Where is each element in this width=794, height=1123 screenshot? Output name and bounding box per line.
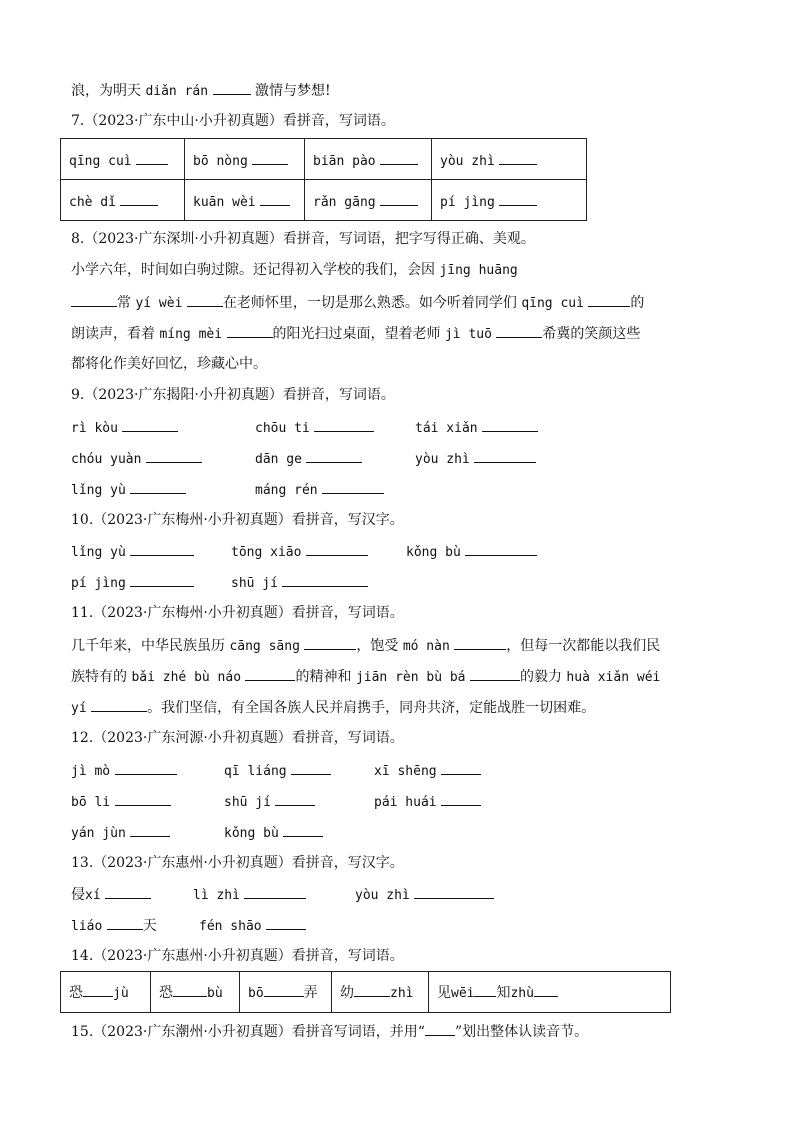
pinyin: bō li — [71, 795, 111, 810]
text: 在老师怀里，一切是那么熟悉。如今听着同学们 — [222, 295, 517, 311]
pinyin: yí wèi — [135, 296, 183, 311]
question-14-title: 14.（2023·广东惠州·小升初真题）看拼音，写词语。 — [71, 948, 404, 964]
table-cell — [305, 139, 432, 180]
pinyin: chè dǐ — [69, 194, 116, 210]
table-row — [61, 972, 671, 1013]
text: ，饱受 — [356, 638, 399, 654]
answer-blank[interactable] — [227, 323, 273, 338]
pinyin: wēi — [451, 986, 475, 1001]
answer-blank[interactable] — [91, 697, 147, 712]
pinyin: yí — [71, 701, 87, 716]
table-row — [61, 139, 587, 180]
answer-blank[interactable] — [83, 982, 113, 997]
q8-line-3 — [71, 323, 640, 345]
pinyin: bō — [248, 986, 264, 1001]
answer-blank[interactable] — [474, 982, 496, 997]
question-11-title: 11.（2023·广东梅州·小升初真题）看拼音，写词语。 — [71, 605, 404, 621]
text: 朗读声，看着 — [71, 326, 155, 342]
answer-blank[interactable] — [380, 150, 418, 165]
q8-line-1 — [71, 260, 518, 281]
pinyin: shū jí — [224, 795, 271, 810]
pinyin: liáo — [71, 919, 103, 934]
text: 的阳光扫过桌面，望着老师 — [272, 326, 441, 342]
text: 见 — [437, 985, 451, 1001]
q9-row-2 — [71, 448, 536, 470]
pinyin: zhì — [390, 986, 414, 1001]
text: 恐 — [69, 985, 83, 1001]
pinyin: rǎn gāng — [313, 194, 376, 210]
answer-blank[interactable] — [130, 822, 170, 837]
q8-line-2 — [71, 292, 644, 314]
question-10-title: 10.（2023·广东梅州·小升初真题）看拼音，写汉字。 — [71, 512, 404, 528]
q12-row-1 — [71, 760, 481, 782]
pinyin: zhù — [510, 986, 534, 1001]
q7-table — [60, 138, 587, 221]
q12-row-2 — [71, 791, 481, 813]
answer-blank[interactable] — [115, 791, 171, 806]
q10-row-1 — [71, 541, 537, 563]
text: 15.（2023·广东潮州·小升初真题）看拼音写词语，并用“ — [71, 1024, 425, 1040]
text: 天 — [142, 918, 157, 934]
answer-blank[interactable] — [306, 448, 362, 463]
q11-line-2 — [71, 666, 660, 688]
answer-blank[interactable] — [499, 150, 537, 165]
text: 激情与梦想! — [254, 83, 331, 99]
pinyin: kuān wèi — [193, 194, 256, 210]
answer-blank[interactable] — [187, 292, 223, 307]
answer-blank[interactable] — [260, 191, 290, 206]
table-cell — [151, 972, 240, 1013]
answer-blank[interactable] — [130, 541, 194, 556]
table-cell — [61, 139, 185, 180]
table-cell — [61, 972, 151, 1013]
table-cell — [429, 972, 671, 1013]
pinyin: xī shēng — [374, 764, 437, 779]
pinyin: chōu ti — [255, 421, 310, 436]
text: 。我们坚信，有全国各族人民并肩携手，同舟共济，定能战胜一切困难。 — [147, 700, 596, 716]
q11-line-3 — [71, 697, 595, 719]
answer-blank[interactable] — [304, 635, 356, 650]
pinyin: xí — [85, 888, 101, 903]
answer-blank[interactable] — [115, 760, 177, 775]
underline-sample — [425, 1021, 455, 1036]
table-cell — [61, 180, 185, 221]
text: 侵 — [71, 887, 85, 903]
q10-row-2 — [71, 572, 368, 594]
answer-blank[interactable] — [465, 541, 537, 556]
answer-blank[interactable] — [245, 666, 295, 681]
text: ，但每一次都能以我们民 — [506, 638, 661, 654]
pinyin: tái xiǎn — [415, 421, 478, 436]
pinyin: yán jùn — [71, 826, 126, 841]
answer-blank[interactable] — [496, 323, 542, 338]
pinyin: chóu yuàn — [71, 452, 142, 467]
answer-blank[interactable] — [354, 982, 390, 997]
table-cell — [432, 180, 587, 221]
pinyin: jì mò — [71, 764, 111, 779]
answer-blank[interactable] — [306, 541, 368, 556]
answer-blank[interactable] — [454, 635, 506, 650]
text: 小学六年，时间如白驹过隙。还记得初入学校的我们，会因 — [71, 262, 435, 278]
pinyin: bù — [207, 986, 223, 1001]
pinyin: pí jìng — [440, 194, 495, 210]
text: 希冀的笑颜这些 — [542, 326, 641, 342]
pinyin: shū jí — [231, 576, 278, 591]
pinyin: yòu zhì — [440, 153, 495, 169]
pinyin: míng mèi — [159, 327, 223, 342]
table-cell — [185, 139, 305, 180]
answer-blank[interactable] — [252, 150, 288, 165]
answer-blank[interactable] — [122, 417, 178, 432]
pinyin: qī liáng — [224, 764, 287, 779]
q9-row-3 — [71, 479, 384, 501]
pinyin: rì kòu — [71, 421, 118, 436]
answer-blank[interactable] — [213, 80, 251, 95]
question-9-title: 9.（2023·广东揭阳·小升初真题）看拼音，写词语。 — [71, 387, 395, 403]
answer-blank[interactable] — [322, 479, 384, 494]
table-cell — [305, 180, 432, 221]
pinyin: qīng cuì — [521, 296, 584, 311]
q6-tail-line — [71, 80, 331, 102]
q13-row-2 — [71, 915, 306, 937]
pinyin: mó nàn — [402, 639, 450, 654]
answer-blank[interactable] — [130, 479, 186, 494]
pinyin: cāng sāng — [229, 639, 300, 654]
pinyin: jì tuō — [444, 327, 492, 342]
answer-blank[interactable] — [534, 982, 558, 997]
q9-row-1 — [71, 417, 538, 439]
pinyin: yòu zhì — [415, 452, 470, 467]
answer-blank[interactable] — [470, 666, 520, 681]
pinyin: lǐng yù — [71, 483, 126, 498]
answer-blank[interactable] — [499, 191, 537, 206]
answer-blank[interactable] — [282, 572, 368, 587]
question-7-title: 7.（2023·广东中山·小升初真题）看拼音，写词语。 — [71, 113, 395, 129]
pinyin: tōng xiāo — [231, 545, 302, 560]
pinyin: yòu zhì — [355, 888, 410, 903]
answer-blank[interactable] — [291, 760, 331, 775]
pinyin: diǎn rán — [145, 84, 209, 99]
text: 几千年来，中华民族虽历 — [71, 638, 225, 654]
text: 弄 — [303, 985, 318, 1001]
answer-blank[interactable] — [441, 791, 481, 806]
pinyin: jīng huāng — [439, 263, 518, 278]
answer-blank[interactable] — [244, 884, 306, 899]
answer-blank[interactable] — [146, 448, 202, 463]
q11-line-1 — [71, 635, 660, 657]
text: 浪，为明天 — [71, 83, 141, 99]
text: 知 — [496, 985, 511, 1001]
q13-row-1 — [71, 884, 494, 906]
pinyin: bō nòng — [193, 153, 248, 169]
question-13-title: 13.（2023·广东惠州·小升初真题）看拼音，写汉字。 — [71, 855, 404, 871]
table-cell — [240, 972, 332, 1013]
answer-blank[interactable] — [120, 191, 158, 206]
answer-blank[interactable] — [474, 448, 536, 463]
answer-blank[interactable] — [107, 915, 143, 930]
pinyin: qīng cuì — [69, 153, 132, 169]
answer-blank[interactable] — [136, 150, 168, 165]
answer-blank[interactable] — [266, 915, 306, 930]
q14-table — [60, 971, 671, 1013]
pinyin: jù — [113, 986, 129, 1001]
answer-blank[interactable] — [275, 791, 315, 806]
pinyin: kǒng bù — [224, 826, 279, 841]
text: 的 — [630, 295, 645, 311]
text: 常 — [117, 295, 131, 311]
text: 的毅力 — [519, 669, 562, 685]
text: 幼 — [340, 985, 354, 1001]
pinyin: dān ge — [255, 452, 302, 467]
pinyin: huà xiǎn wéi — [566, 670, 661, 685]
answer-blank[interactable] — [380, 191, 418, 206]
answer-blank[interactable] — [414, 884, 494, 899]
pinyin: bǎi zhé bù náo — [131, 670, 242, 685]
answer-blank[interactable] — [130, 572, 194, 587]
answer-blank[interactable] — [264, 982, 304, 997]
answer-blank[interactable] — [71, 292, 117, 307]
question-15-title — [71, 1021, 588, 1042]
pinyin: fén shāo — [199, 919, 262, 934]
q12-row-3 — [71, 822, 323, 844]
q8-line-4: 都将化作美好回忆，珍藏心中。 — [71, 356, 267, 372]
question-8-title: 8.（2023·广东深圳·小升初真题）看拼音，写词语，把字写得正确、美观。 — [71, 231, 535, 247]
pinyin: pái huái — [374, 795, 437, 810]
answer-blank[interactable] — [588, 292, 630, 307]
pinyin: kǒng bù — [406, 545, 461, 560]
pinyin: máng rén — [255, 483, 318, 498]
question-12-title: 12.（2023·广东河源·小升初真题）看拼音，写词语。 — [71, 730, 404, 746]
text: ”划出整体认读音节。 — [454, 1024, 589, 1040]
answer-blank[interactable] — [283, 822, 323, 837]
answer-blank[interactable] — [441, 760, 481, 775]
answer-blank[interactable] — [105, 884, 151, 899]
text: 的精神和 — [295, 669, 352, 685]
pinyin: biān pào — [313, 153, 376, 169]
answer-blank[interactable] — [482, 417, 538, 432]
pinyin: lì zhì — [193, 888, 240, 903]
table-cell — [332, 972, 429, 1013]
table-cell — [185, 180, 305, 221]
answer-blank[interactable] — [314, 417, 374, 432]
text: 恐 — [159, 985, 173, 1001]
table-row — [61, 180, 587, 221]
answer-blank[interactable] — [173, 982, 207, 997]
pinyin: lǐng yù — [71, 545, 126, 560]
pinyin: pí jìng — [71, 576, 126, 591]
table-cell — [432, 139, 587, 180]
pinyin: jiān rèn bù bá — [355, 670, 466, 685]
text: 族特有的 — [71, 669, 127, 685]
